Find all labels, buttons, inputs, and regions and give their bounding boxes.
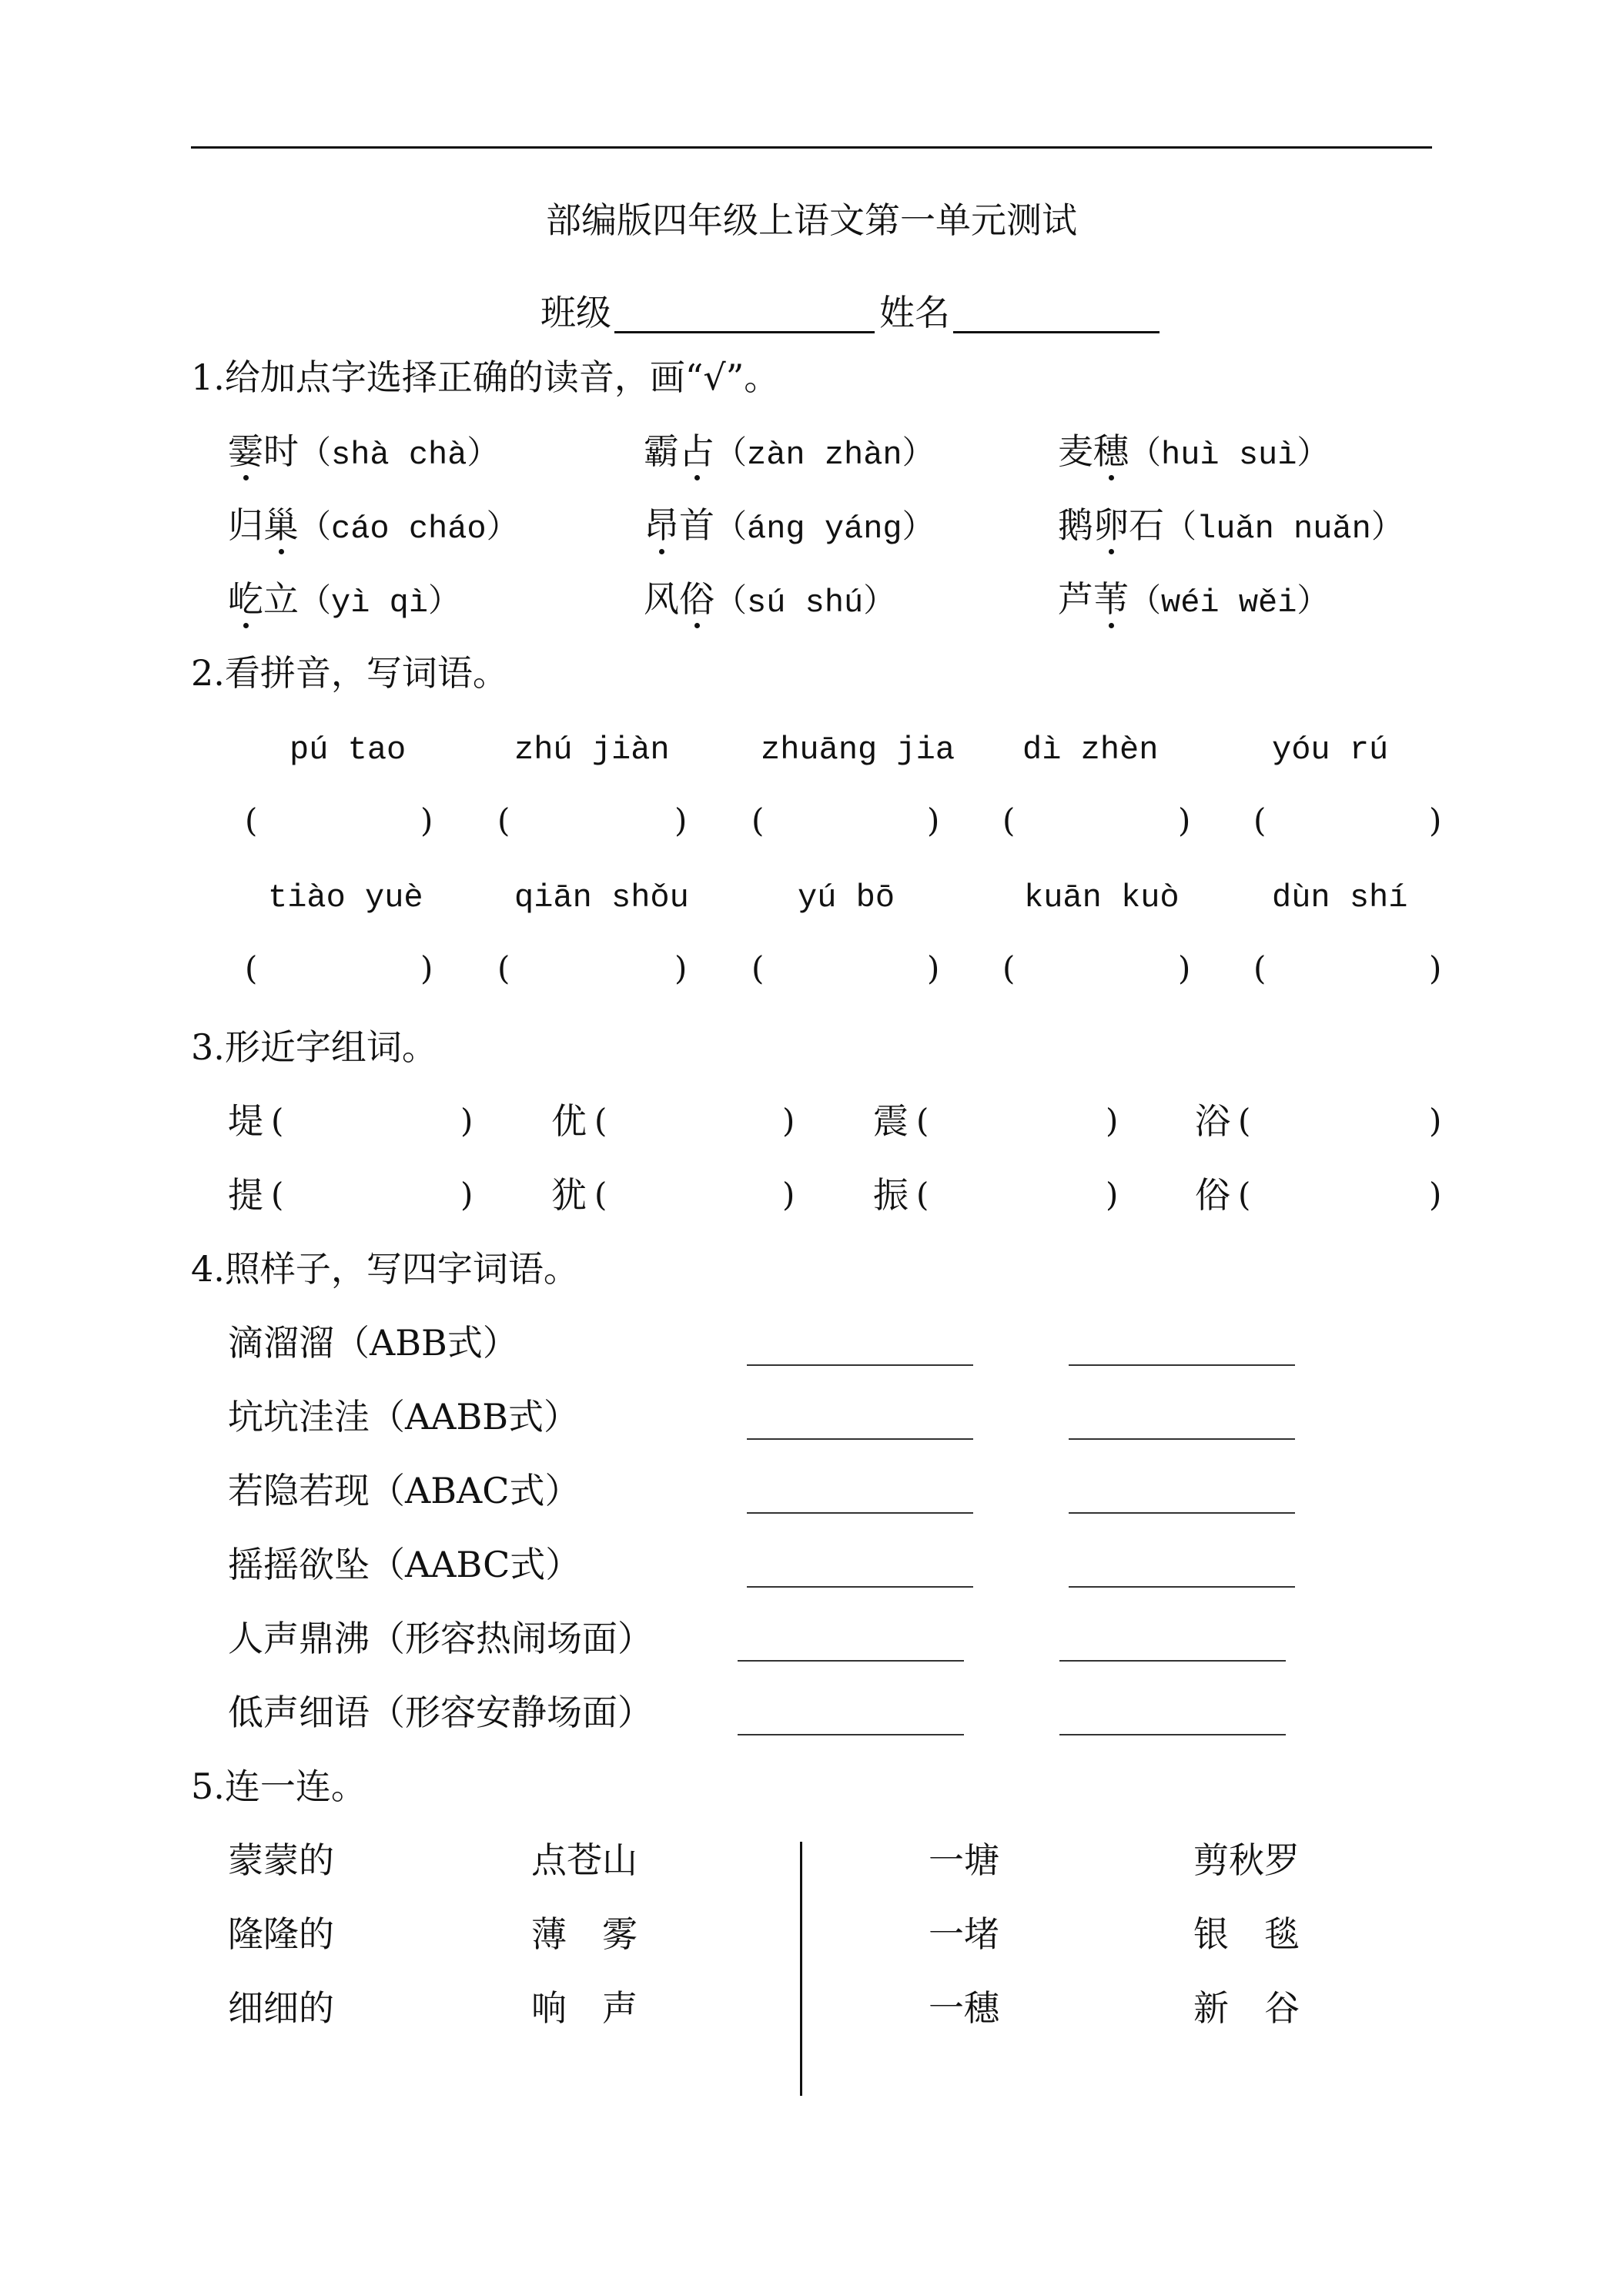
q4-answer-line[interactable]: [747, 1364, 973, 1366]
q5-right-a[interactable]: 一塘: [929, 1839, 999, 1881]
q1-item[interactable]: [1058, 428, 1329, 478]
q4-answer-line[interactable]: [1059, 1660, 1286, 1662]
q1-item[interactable]: [228, 502, 519, 552]
paren-right: ): [782, 1176, 795, 1213]
q1-dotted-char: 巢: [263, 502, 299, 548]
q1-item-post: 时: [263, 430, 299, 472]
q2-pinyin: dùn shí: [1272, 879, 1408, 916]
q5-right-b[interactable]: 银 毯: [1193, 1913, 1300, 1955]
q1-dotted-char: 霎: [228, 428, 263, 474]
q4-prompt: 4.照样子，写四字词语。: [191, 1248, 579, 1290]
q1-dotted-char: 昂: [644, 502, 679, 548]
q3-char: 优: [551, 1100, 587, 1142]
q3-char: 提: [228, 1174, 263, 1216]
q3-char: 犹: [551, 1174, 587, 1216]
q5-divider: [800, 1842, 802, 2096]
q1-item-pre: 芦: [1058, 578, 1093, 620]
paren-right: ): [420, 802, 433, 839]
paren-left: (: [1253, 802, 1267, 839]
paren-left: (: [594, 1176, 607, 1213]
paren-right: ): [782, 1102, 795, 1140]
q4-answer-line[interactable]: [738, 1734, 964, 1735]
paren-right: ): [1429, 802, 1442, 839]
class-label: 班级: [540, 292, 611, 333]
q4-example: 滴溜溜（ABB式）: [228, 1322, 518, 1364]
q1-dotted-char: 苇: [1093, 576, 1129, 622]
q4-answer-line[interactable]: [738, 1660, 964, 1662]
q1-pinyin-options: （huì suì）: [1129, 437, 1330, 474]
paren-right: ): [927, 802, 940, 839]
paren-left: (: [1002, 802, 1016, 839]
q1-dotted-char: 占: [679, 428, 714, 474]
q4-answer-line[interactable]: [1069, 1586, 1295, 1588]
q1-pinyin-options: （sú shú）: [714, 584, 896, 621]
paren-left: (: [1238, 1176, 1251, 1213]
q1-dotted-char: 穗: [1093, 428, 1129, 474]
q1-item[interactable]: [644, 502, 935, 552]
q1-pinyin-options: （luǎn nuǎn）: [1164, 510, 1404, 547]
q4-answer-line[interactable]: [1069, 1512, 1295, 1514]
q5-right-a[interactable]: 一穗: [929, 1987, 999, 2029]
paren-right: ): [1178, 949, 1191, 987]
q1-pinyin-options: （shà chà）: [299, 437, 500, 474]
q3-char: 震: [873, 1100, 909, 1142]
q1-item-pre: 霸: [644, 430, 679, 472]
q5-left-b[interactable]: 响 声: [531, 1987, 637, 2029]
paren-left: (: [245, 802, 258, 839]
paren-left: (: [594, 1102, 607, 1140]
q3-char: 振: [873, 1174, 909, 1216]
q4-example: 人声鼎沸（形容热闹场面）: [228, 1618, 653, 1659]
q2-pinyin: tiào yuè: [268, 879, 423, 916]
q4-answer-line[interactable]: [1069, 1364, 1295, 1366]
q4-example: 若隐若现（ABAC式）: [228, 1470, 581, 1511]
paren-right: ): [674, 802, 688, 839]
q5-prompt: 5.连一连。: [191, 1766, 366, 1807]
q5-left-a[interactable]: 隆隆的: [228, 1913, 334, 1955]
q4-example: 低声细语（形容安静场面）: [228, 1692, 653, 1733]
q2-pinyin: qiān shǒu: [514, 879, 689, 916]
q5-right-a[interactable]: 一堵: [929, 1913, 999, 1955]
q2-pinyin: dì zhèn: [1022, 731, 1159, 768]
q3-char: 俗: [1195, 1174, 1230, 1216]
paren-left: (: [245, 949, 258, 987]
q1-item[interactable]: [644, 576, 895, 626]
q1-prompt: 1.给加点字选择正确的读音，画“√”。: [191, 356, 780, 398]
paren-left: (: [271, 1102, 284, 1140]
q2-pinyin: zhuāng jia: [761, 731, 955, 768]
top-rule: [191, 146, 1432, 149]
paren-right: ): [460, 1102, 474, 1140]
name-label: 姓名: [879, 292, 950, 333]
q1-item-post: 立: [263, 578, 299, 620]
paren-right: ): [460, 1176, 474, 1213]
q5-right-b[interactable]: 剪秋罗: [1193, 1839, 1300, 1881]
paren-right: ): [674, 949, 688, 987]
paren-left: (: [751, 949, 765, 987]
q1-dotted-char: 屹: [228, 576, 263, 622]
q4-answer-line[interactable]: [747, 1586, 973, 1588]
paren-left: (: [1238, 1102, 1251, 1140]
q3-char: 堤: [228, 1100, 263, 1142]
paren-left: (: [271, 1176, 284, 1213]
q4-example: 坑坑洼洼（AABB式）: [228, 1396, 580, 1438]
q2-pinyin: zhú jiàn: [514, 731, 670, 768]
q1-item-pre: 麦: [1058, 430, 1093, 472]
q1-dotted-char: 俗: [679, 576, 714, 622]
paren-right: ): [1106, 1176, 1119, 1213]
q1-item-post: 石: [1129, 504, 1164, 546]
paren-right: ): [1429, 1176, 1442, 1213]
q4-answer-line[interactable]: [747, 1512, 973, 1514]
q4-answer-line[interactable]: [747, 1438, 973, 1440]
q2-pinyin: kuān kuò: [1024, 879, 1180, 916]
q2-pinyin: yóu rú: [1272, 731, 1389, 768]
q3-char: 浴: [1195, 1100, 1230, 1142]
q1-item[interactable]: [228, 428, 499, 478]
paren-left: (: [916, 1176, 929, 1213]
q1-item-pre: 鹅: [1058, 504, 1093, 546]
q4-example: 摇摇欲坠（AABC式）: [228, 1544, 581, 1585]
q4-answer-line[interactable]: [1059, 1734, 1286, 1735]
page-title: 部编版四年级上语文第一单元测试: [546, 199, 1077, 241]
q5-left-b[interactable]: 点苍山: [531, 1839, 637, 1881]
name-field[interactable]: [953, 331, 1160, 333]
paren-right: ): [1429, 949, 1442, 987]
q2-prompt: 2.看拼音，写词语。: [191, 652, 508, 694]
q1-item-pre: 归: [228, 504, 263, 546]
q5-left-a[interactable]: 蒙蒙的: [228, 1839, 334, 1881]
q1-item-pre: 风: [644, 578, 679, 620]
q1-pinyin-options: （wéi wěi）: [1129, 584, 1330, 621]
q1-item[interactable]: [644, 428, 935, 478]
q1-pinyin-options: （áng yáng）: [714, 510, 935, 547]
paren-left: (: [497, 802, 510, 839]
q5-left-b[interactable]: 薄 雾: [531, 1913, 637, 1955]
q1-item-post: 首: [679, 504, 714, 546]
paren-left: (: [751, 802, 765, 839]
paren-left: (: [916, 1102, 929, 1140]
paren-right: ): [927, 949, 940, 987]
q1-dotted-char: 卵: [1093, 502, 1129, 548]
paren-right: ): [1106, 1102, 1119, 1140]
paren-right: ): [1178, 802, 1191, 839]
q1-item[interactable]: [1058, 576, 1329, 626]
q1-pinyin-options: （cáo cháo）: [299, 510, 519, 547]
paren-right: ): [420, 949, 433, 987]
q1-item[interactable]: [228, 576, 460, 626]
paren-right: ): [1429, 1102, 1442, 1140]
paren-left: (: [1002, 949, 1016, 987]
q1-pinyin-options: （yì qì）: [299, 584, 461, 621]
paren-left: (: [497, 949, 510, 987]
q4-answer-line[interactable]: [1069, 1438, 1295, 1440]
q1-pinyin-options: （zàn zhàn）: [714, 437, 935, 474]
q5-left-a[interactable]: 细细的: [228, 1987, 334, 2029]
class-field[interactable]: [614, 331, 875, 333]
q5-right-b[interactable]: 新 谷: [1193, 1987, 1300, 2029]
q2-pinyin: yú bō: [798, 879, 895, 916]
q2-pinyin: pú tao: [289, 731, 407, 768]
q1-item[interactable]: [1058, 502, 1404, 552]
q3-prompt: 3.形近字组词。: [191, 1026, 437, 1068]
paren-left: (: [1253, 949, 1267, 987]
